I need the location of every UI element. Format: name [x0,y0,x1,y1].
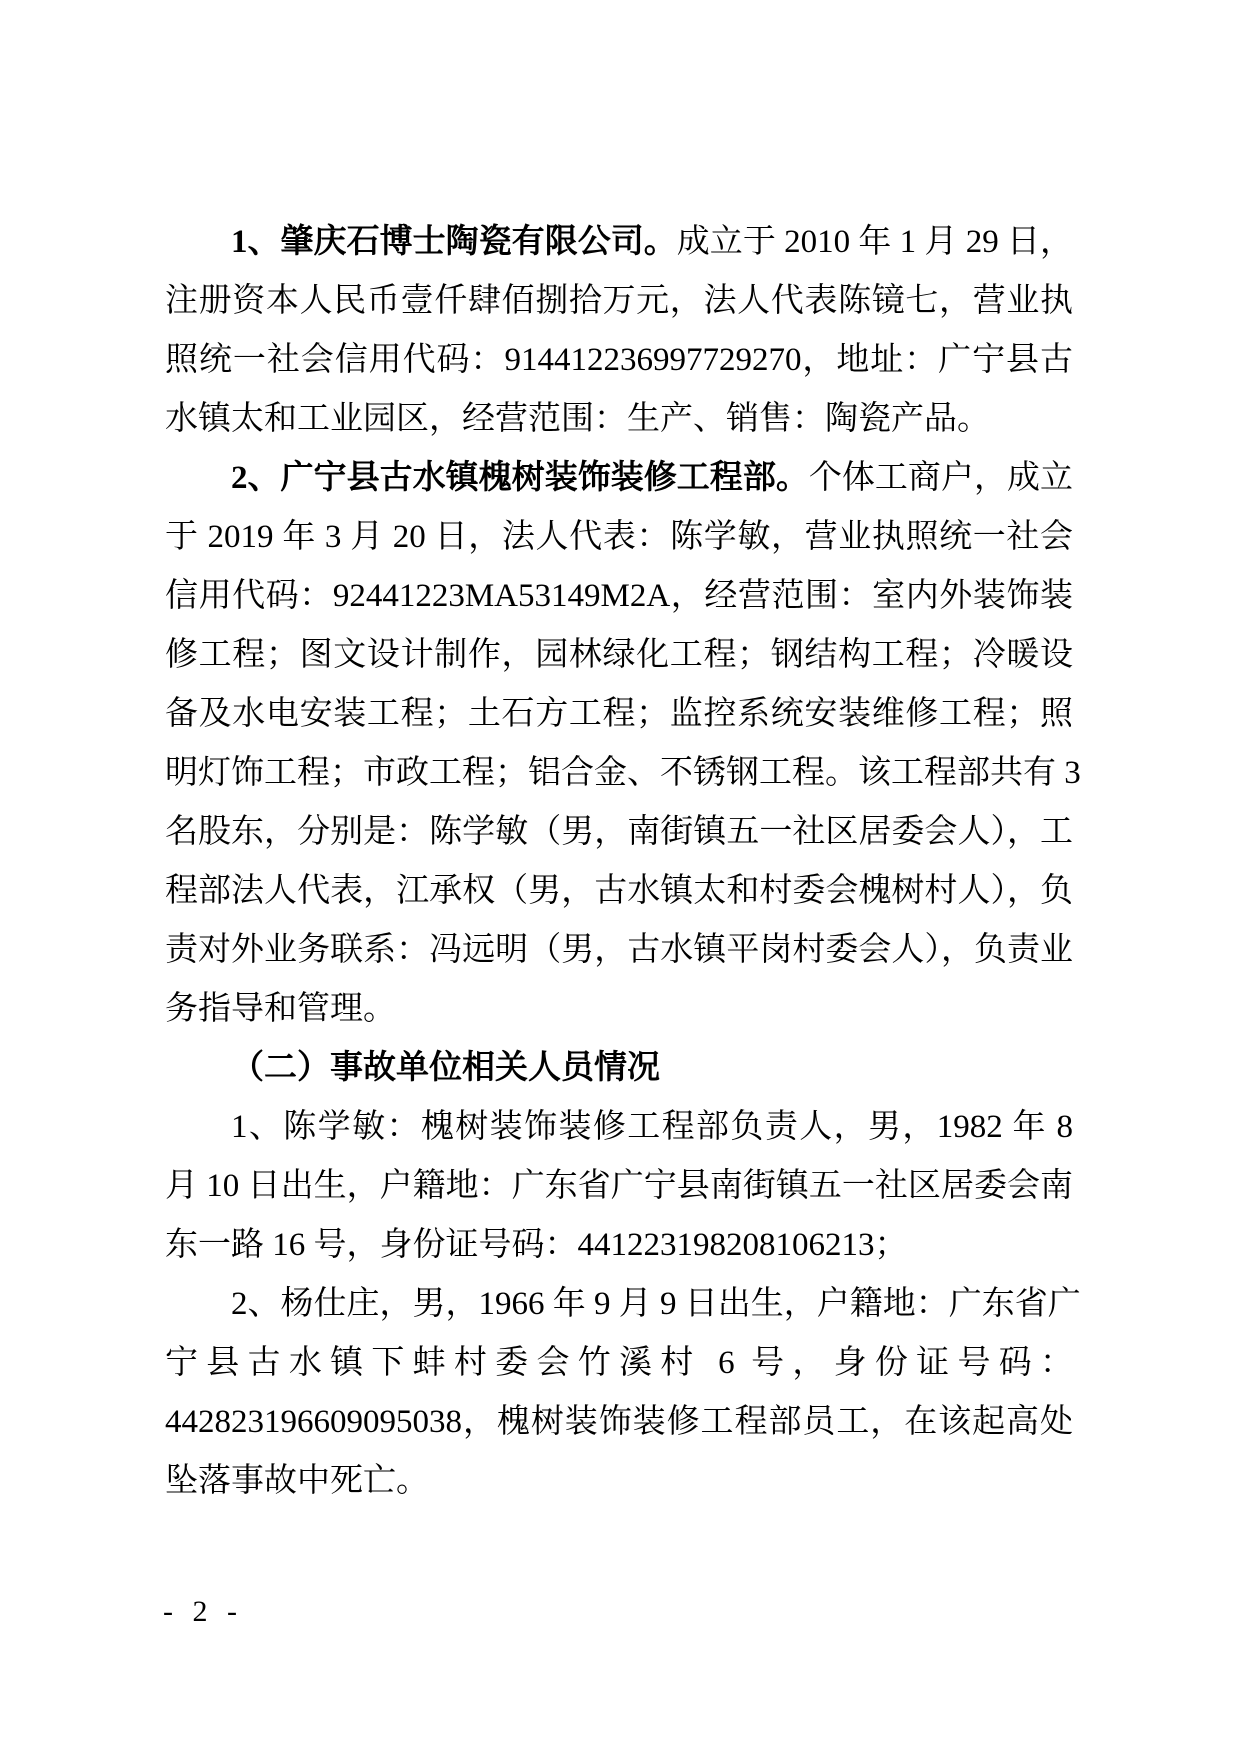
bold-text-run: 1、肇庆石博士陶瓷有限公司。 [231,224,677,260]
text-run: 照统一社会信用代码：914412236997729270，地址：广宁县古 [165,342,1073,378]
document-line [165,980,1073,1039]
document-line [165,921,1073,980]
text-run: 1、陈学敏：槐树装饰装修工程部负责人，男，1982 年 8 [231,1109,1073,1145]
text-run: 于 2019 年 3 月 20 日，法人代表：陈学敏，营业执照统一社会 [165,519,1073,555]
text-run: 名股东，分别是：陈学敏（男，南街镇五一社区居委会人），工 [165,814,1073,850]
text-run: 信用代码：92441223MA53149M2A，经营范围：室内外装饰装 [165,578,1073,614]
document-line [165,1393,1073,1452]
document-line [165,744,1081,803]
text-run: 程部法人代表，江承权（男，古水镇太和村委会槐树村人），负 [165,873,1073,909]
document-line [165,1334,1073,1393]
document-line [165,1216,1073,1275]
document-line [165,272,1073,331]
text-run: 东一路 16 号，身份证号码：441223198208106213； [165,1227,908,1263]
document-content [165,213,1081,1511]
text-run: 个体工商户，成立 [808,460,1074,496]
text-run: 备及水电安装工程；土石方工程；监控系统安装维修工程；照 [165,696,1073,732]
bold-text-run: 2、广宁县古水镇槐树装饰装修工程部。 [231,460,809,496]
document-line [165,626,1073,685]
text-run: 宁县古水镇下蚌村委会竹溪村 6 号，身份证号码： [165,1345,1073,1381]
document-line [165,1098,1073,1157]
document-line [165,213,1073,272]
bold-text-run: （二）事故单位相关人员情况 [231,1050,660,1086]
page-number: - 2 - [163,1595,237,1628]
text-run: 2、杨仕庄，男，1966 年 9 月 9 日出生，户籍地：广东省广 [231,1286,1081,1322]
document-line [165,567,1073,626]
text-run: 水镇太和工业园区，经营范围：生产、销售：陶瓷产品。 [165,401,990,437]
document-line [165,685,1073,744]
text-run: 坠落事故中死亡。 [165,1463,429,1499]
text-run: 成立于 2010 年 1 月 29 日， [676,224,1074,260]
document-line [165,1039,1073,1098]
document-line [165,331,1073,390]
text-run: 明灯饰工程；市政工程；铝合金、不锈钢工程。该工程部共有 3 [165,755,1081,791]
document-line [165,1275,1081,1334]
text-run: 修工程；图文设计制作，园林绿化工程；钢结构工程；冷暖设 [165,637,1073,673]
document-line [165,1452,1073,1511]
document-line [165,508,1073,567]
text-run: 442823196609095038，槐树装饰装修工程部员工，在该起高处 [165,1404,1073,1440]
text-run: 责对外业务联系：冯远明（男，古水镇平岗村委会人），负责业 [165,932,1073,968]
document-line [165,803,1073,862]
text-run: 注册资本人民币壹仟肆佰捌拾万元，法人代表陈镜七，营业执 [165,283,1073,319]
document-line [165,390,1073,449]
document-line [165,862,1073,921]
text-run: 月 10 日出生，户籍地：广东省广宁县南街镇五一社区居委会南 [165,1168,1073,1204]
document-line [165,449,1073,508]
document-line [165,1157,1073,1216]
text-run: 务指导和管理。 [165,991,396,1027]
